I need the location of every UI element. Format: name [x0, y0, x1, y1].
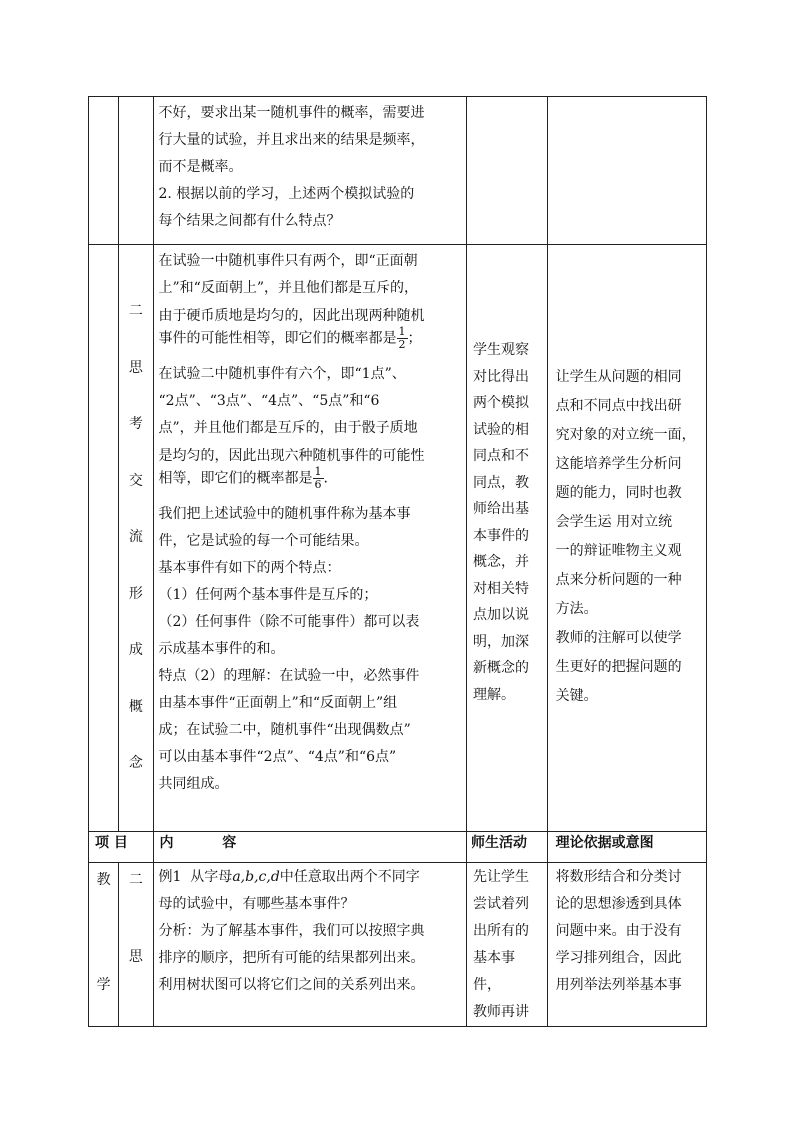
text-line: 在试验一中随机事件只有两个，即“正面朝: [158, 253, 418, 269]
text-line: 两个模拟: [473, 395, 530, 411]
section-char: 成: [128, 642, 143, 658]
text-line: 究对象的对立统一面，: [555, 427, 696, 443]
text-line: 2. 根据以前的学习，上述两个模拟试验的: [158, 186, 415, 202]
text-line: 在试验二中随机事件有六个，即“1点”、: [158, 366, 406, 382]
text-line: 点加以说: [473, 607, 530, 623]
text-line: 同点，教: [473, 474, 530, 491]
text-line: 理解。: [473, 686, 516, 703]
text-line: 分析：为了解基本事件，我们可以按照字典: [158, 923, 425, 939]
text-line: 学生观察: [473, 342, 530, 358]
text-line: 学习排列组合，因此: [555, 950, 682, 966]
text-line: 每个结果之间都有什么特点？: [158, 213, 341, 229]
fraction-one-half: $\frac{1}{2}$: [398, 325, 406, 351]
text-line: “2点”、“3点”、“4点”、“5点”和“6: [158, 393, 380, 409]
text-line: 这能培养学生分析问: [555, 456, 682, 472]
text-span: ；: [407, 330, 422, 347]
text-line: 新概念的: [473, 660, 530, 676]
text-line: 例1 从字母a,b,c,d中任意取出两个不同字: [158, 869, 420, 885]
text-span: 事件的可能性相等，即它们的概率都是: [158, 330, 397, 347]
content-cell: [153, 245, 467, 832]
text-line: 基本事件有如下的两个特点：: [158, 560, 341, 576]
text-line: 问题中来。由于没有: [555, 923, 682, 939]
section-char: 流: [128, 529, 143, 545]
text-line: 先让学生: [473, 869, 530, 885]
text-line: 是均匀的，因此出现六种随机事件的可能性: [158, 448, 425, 464]
text-line: 题的能力，同时也教: [555, 485, 682, 501]
project-cell: [89, 863, 119, 1027]
section-char: 念: [128, 755, 143, 771]
project-cell: [89, 97, 119, 245]
section-cell: [119, 97, 153, 245]
text-line: 特点（2）的理解：在试验一中，必然事件: [158, 668, 420, 684]
text-line: 出所有的: [473, 923, 530, 939]
text-line: 同点和不: [473, 448, 530, 464]
project-cell: [89, 245, 119, 832]
teacher-student-cell: [467, 97, 548, 245]
text-line: 而不是概率。: [158, 159, 243, 175]
text-line: 关键。: [555, 688, 598, 704]
header-rationale: 理论依据或意图: [547, 832, 706, 863]
section-char: 考: [128, 416, 143, 432]
text-span: .: [323, 470, 328, 487]
header-project: 项 目: [89, 832, 154, 863]
section-char: 交: [128, 472, 143, 489]
text-line: 教师的注解可以使学: [555, 630, 682, 646]
text-line: 行大量的试验，并且求出来的结果是频率，: [158, 132, 425, 148]
text-line: 将数形结合和分类讨: [555, 869, 682, 885]
text-line: 可以由基本事件“2点”、“4点”和“6点”: [158, 749, 397, 765]
table-row: [89, 863, 707, 1027]
text-line: 点”，并且他们都是互斥的，由于骰子质地: [158, 420, 418, 436]
text-line: （2）任何事件（除不可能事件）都可以表: [158, 614, 420, 630]
table-header-row: [89, 832, 707, 863]
text-line: 基本事件，: [473, 950, 516, 993]
text-line: 件，它是试验的每一个可能结果。: [158, 533, 369, 549]
text-line: 由于硬币质地是均匀的，因此出现两种随机: [158, 308, 425, 324]
text-line: 本事件的: [473, 527, 530, 544]
math-variables: a,b,c,d: [232, 869, 280, 885]
rationale-cell: [547, 97, 706, 245]
section-cell: [119, 245, 153, 832]
section-char: 思: [128, 949, 143, 965]
section-char: 二: [128, 303, 143, 319]
text-line: 共同组成。: [158, 776, 229, 792]
text-line: 不好，要求出某一随机事件的概率，需要进: [158, 105, 425, 121]
text-line: 示成基本事件的和。: [158, 641, 285, 657]
section-char: 思: [128, 359, 143, 376]
text-line: 对比得出: [473, 368, 530, 385]
text-line: 会学生运 用对立统: [555, 514, 673, 530]
text-line: 尝试着列: [473, 896, 530, 912]
text-line: 一的辩证唯物主义观: [555, 543, 682, 559]
project-char: 学: [96, 977, 111, 993]
teacher-student-cell: [467, 863, 548, 1027]
text-span: 相等，即它们的概率都是: [158, 470, 313, 487]
text-line: 教师再讲: [473, 1004, 530, 1020]
header-teacher-student: 师生活动: [467, 832, 548, 863]
section-char: 形: [128, 585, 143, 602]
text-line: 我们把上述试验中的随机事件称为基本事: [158, 506, 411, 522]
teacher-student-cell: [467, 245, 548, 832]
content-cell: [153, 863, 467, 1027]
content-cell: [153, 97, 467, 245]
text-line: 成；在试验二中，随机事件“出现偶数点”: [158, 722, 411, 738]
section-cell: [119, 863, 153, 1027]
table-row: [89, 245, 707, 832]
text-line: 明，加深: [473, 633, 530, 650]
text-line: 利用树状图可以将它们之间的关系列出来。: [158, 977, 425, 993]
text-line: 点和不同点中找出研: [555, 398, 682, 414]
table-row: [89, 97, 707, 245]
text-line: 论的思想渗透到具体: [555, 896, 682, 912]
text-line: 让学生从问题的相同: [555, 369, 682, 385]
text-line: [159, 466, 463, 491]
project-char: 教: [96, 872, 111, 888]
lesson-plan-table: [88, 96, 707, 1027]
text-line: 生更好的把握问题的: [555, 659, 682, 675]
header-content: 内 容: [153, 832, 467, 863]
fraction-one-sixth: $\frac{1}{6}$: [314, 465, 322, 491]
text-line: （1）任何两个基本事件是互斥的；: [158, 587, 378, 603]
text-line: 排序的顺序，把所有可能的结果都列出来。: [158, 950, 425, 966]
text-line: 概念，并: [473, 554, 530, 570]
rationale-cell: [547, 863, 706, 1027]
text-line: 由基本事件“正面朝上”和“反面朝上”组: [158, 695, 398, 711]
text-line: 用列举法列举基本事: [555, 977, 682, 993]
text-line: 上”和“反面朝上”，并且他们都是互斥的，: [158, 280, 418, 296]
section-char: 概: [128, 698, 143, 715]
text-line: [159, 326, 463, 351]
text-line: 试验的相: [473, 421, 530, 438]
text-line: 师给出基: [473, 501, 530, 517]
text-line: 方法。: [555, 601, 598, 617]
text-line: 母的试验中，有哪些基本事件？: [158, 896, 355, 912]
rationale-cell: [547, 245, 706, 832]
text-line: 对相关特: [473, 580, 530, 597]
section-char: 二: [128, 872, 143, 888]
text-line: 点来分析问题的一种: [555, 572, 682, 588]
